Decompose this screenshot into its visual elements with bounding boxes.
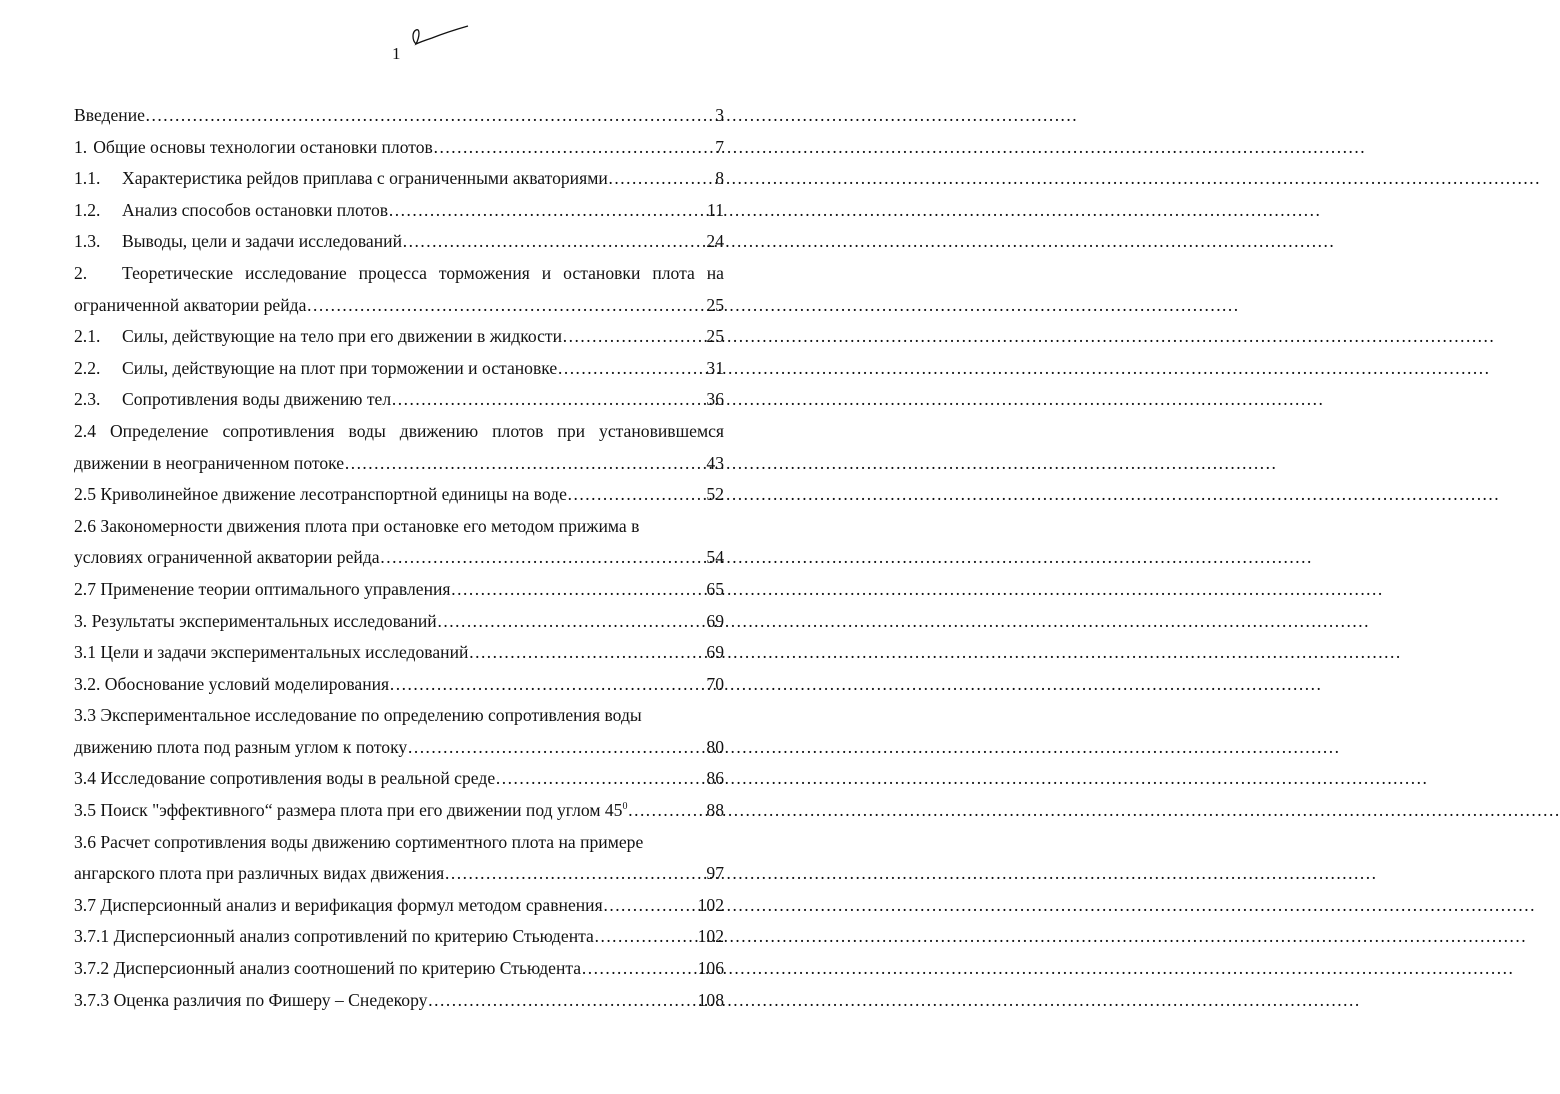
toc-entry (74, 479, 724, 511)
toc-entry-title (74, 795, 627, 827)
toc-entry-page: 80 (706, 736, 724, 757)
toc-entry (74, 637, 724, 669)
toc-entry-number: 1.3. (74, 231, 101, 252)
toc-entry-title-text: 3.3 Экспериментальное исследование по определению сопротивления воды (74, 705, 642, 726)
toc-entry-title-text: Анализ способов остановки плотов (122, 199, 389, 220)
toc-entry-title (74, 574, 451, 606)
toc-entry-page: 31 (706, 357, 724, 378)
toc-entry (74, 384, 724, 416)
dot-leader (581, 953, 698, 985)
toc-entry (74, 542, 724, 574)
toc-entry (74, 416, 724, 448)
toc-entry-title (122, 195, 388, 227)
toc-entry-page: 106 (697, 958, 724, 979)
toc-entry (74, 953, 724, 985)
toc-entry (74, 700, 724, 732)
toc-entry-title-text: Силы, действующие на плот при торможении и остановке (122, 357, 558, 378)
toc-entry-page: 3 (715, 105, 724, 125)
toc-entry-page: 108 (697, 989, 724, 1010)
toc-entry-page: 102 (697, 894, 724, 915)
toc-entry-page: 69 (706, 642, 724, 663)
toc-entry-page: 24 (706, 231, 724, 252)
dot-leader (451, 574, 707, 606)
toc-entry (74, 606, 724, 638)
toc-entry (74, 890, 724, 922)
toc-entry (74, 985, 724, 1017)
dot-leader (608, 163, 715, 195)
toc-entry-page: 8 (715, 168, 724, 189)
toc-entry (74, 321, 724, 353)
toc-entry-title-text: ограниченной акватории рейда (74, 294, 307, 315)
dot-leader (562, 321, 706, 353)
toc-entry (74, 290, 724, 322)
toc-entry-title (74, 511, 639, 543)
toc-entry-page: 25 (706, 326, 724, 347)
toc-entry (74, 763, 724, 795)
superscript: 0 (622, 801, 628, 813)
toc-entry-page: 86 (706, 768, 724, 789)
dot-leader (391, 384, 706, 416)
toc-entry-title-text: 2.5 Криволинейное движение лесотранспортной единицы на воде (74, 484, 567, 505)
toc-entry (74, 353, 724, 385)
toc-entry-title-text: Характеристика рейдов приплава с ограниченными акваториями (122, 168, 608, 189)
toc-entry (74, 511, 724, 543)
toc-entry-title-text: 3.5 Поиск "эффективного“ размера плота при его движении под углом 45 (74, 800, 623, 821)
toc-entry-title-text: 3.6 Расчет сопротивления воды движению сортиментного плота на примере (74, 831, 644, 852)
toc-entry-title-text: 3.7.3 Оценка различия по Фишеру – Снедекору (74, 989, 428, 1010)
dot-leader (437, 606, 707, 638)
toc-entry (74, 858, 724, 890)
toc-entry-title-text: Выводы, цели и задачи исследований (122, 231, 402, 252)
toc-entry-title-text: Теоретические исследование процесса торможения и остановки плота на (122, 262, 724, 283)
toc-entry (74, 132, 724, 164)
dot-leader (402, 226, 706, 258)
toc-entry (74, 574, 724, 606)
toc-entry-title-text: Сопротивления воды движению тел (122, 389, 392, 410)
toc-entry-page: 69 (706, 610, 724, 631)
toc-entry-title (122, 163, 608, 195)
toc-entry-title-text: Общие основы технологии остановки плотов (93, 136, 433, 157)
toc-entry-number: 1. (74, 136, 88, 157)
toc-entry-title (74, 827, 643, 859)
dot-leader (407, 732, 706, 764)
page-number: 1 (392, 44, 401, 63)
toc-entry-title-text: условиях ограниченной акватории рейда (74, 547, 380, 568)
toc-entry (74, 669, 724, 701)
toc-entry-title-text: 3.1 Цели и задачи экспериментальных исследований (74, 642, 469, 663)
toc-entry-title (74, 542, 380, 574)
toc-entry (74, 163, 724, 195)
toc-entry-title-text: движению плота под разным углом к потоку (74, 736, 408, 757)
toc-entry-title (93, 132, 433, 164)
toc-entry-title (122, 353, 557, 385)
toc-entry-page: 25 (706, 294, 724, 315)
toc-entry-title-text: 2.6 Закономерности движения плота при остановке его методом прижима в (74, 515, 640, 536)
toc-entry (74, 921, 724, 953)
toc-entry-title (74, 985, 427, 1017)
table-of-contents (74, 100, 724, 1016)
toc-entry-page: 52 (706, 484, 724, 505)
dot-leader (433, 132, 715, 164)
toc-entry-title-text: 2.7 Применение теории оптимального управления (74, 578, 451, 599)
toc-entry-title-text: 3.2. Обоснование условий моделирования (74, 673, 390, 694)
toc-entry-title (74, 858, 444, 890)
dot-leader (468, 637, 706, 669)
toc-entry (74, 827, 724, 859)
toc-entry-page: 70 (706, 673, 724, 694)
toc-entry-page: 88 (706, 800, 724, 821)
toc-entry-number: 2. (74, 262, 88, 283)
toc-entry-number: 2.2. (74, 357, 101, 378)
toc-entry-number: 1.2. (74, 199, 101, 220)
toc-entry-title-text: ангарского плота при различных видах движения (74, 863, 445, 884)
toc-entry-title (74, 732, 407, 764)
toc-entry-page: 65 (706, 578, 724, 599)
dot-leader (567, 479, 707, 511)
toc-entry-title-text: 2.4 Определение сопротивления воды движению плотов при установившемся (74, 420, 724, 441)
toc-entry-title-text: движении в неограниченном потоке (74, 452, 345, 473)
toc-entry-title (122, 384, 391, 416)
toc-entry (74, 448, 724, 480)
toc-entry (74, 195, 724, 227)
toc-entry-title (122, 321, 562, 353)
toc-entry-title-text: 3.4 Исследование сопротивления воды в реальной среде (74, 768, 496, 789)
toc-entry (74, 732, 724, 764)
toc-entry-page: 102 (697, 926, 724, 947)
toc-entry-page: 11 (707, 199, 724, 220)
dot-leader (388, 195, 707, 227)
toc-entry-title (74, 290, 306, 322)
toc-entry-title-text: 3.7 Дисперсионный анализ и верификация формул методом сравнения (74, 894, 603, 915)
toc-entry-title-text: 3.7.2 Дисперсионный анализ соотношений по критерию Стьюдента (74, 958, 582, 979)
toc-entry-number: 2.3. (74, 389, 101, 410)
toc-entry-page: 54 (706, 547, 724, 568)
toc-entry-title (74, 700, 642, 732)
dot-leader (594, 921, 698, 953)
toc-entry-title (74, 953, 581, 985)
dot-leader (627, 795, 706, 827)
toc-entry (74, 226, 724, 258)
dot-leader (427, 985, 697, 1017)
toc-entry-title-text: Силы, действующие на тело при его движении в жидкости (122, 326, 563, 347)
dot-leader (344, 448, 706, 480)
dot-leader (603, 890, 698, 922)
toc-entry (74, 795, 724, 827)
dot-leader (306, 290, 706, 322)
toc-entry-page: 97 (706, 863, 724, 884)
dot-leader (444, 858, 706, 890)
toc-entry-title-text: 3. Результаты экспериментальных исследований (74, 610, 437, 631)
toc-entry (74, 258, 724, 290)
toc-entry-title (122, 226, 402, 258)
toc-entry-title (74, 669, 389, 701)
toc-entry-page: 7 (715, 136, 724, 157)
dot-leader (380, 542, 707, 574)
toc-entry-page: 43 (706, 452, 724, 473)
toc-entry-title-text: Введение (74, 105, 145, 125)
toc-entry (74, 100, 724, 132)
toc-entry-title (74, 479, 567, 511)
dot-leader (145, 100, 715, 132)
toc-entry-title (74, 763, 495, 795)
toc-entry-page: 36 (706, 389, 724, 410)
dot-leader (495, 763, 706, 795)
dot-leader (389, 669, 706, 701)
toc-entry-title (74, 890, 603, 922)
toc-entry-title (74, 637, 468, 669)
toc-entry-title (74, 416, 724, 448)
toc-entry-title-text: 3.7.1 Дисперсионный анализ сопротивлений по критерию Стьюдента (74, 926, 594, 947)
toc-entry-title (74, 100, 145, 132)
toc-entry-title (74, 606, 437, 638)
handwritten-mark-icon (402, 22, 472, 56)
toc-entry-title (74, 921, 594, 953)
toc-entry-number: 1.1. (74, 168, 101, 189)
dot-leader (557, 353, 706, 385)
toc-entry-number: 2.1. (74, 326, 101, 347)
toc-entry-title (74, 448, 344, 480)
toc-entry-title (122, 258, 724, 290)
